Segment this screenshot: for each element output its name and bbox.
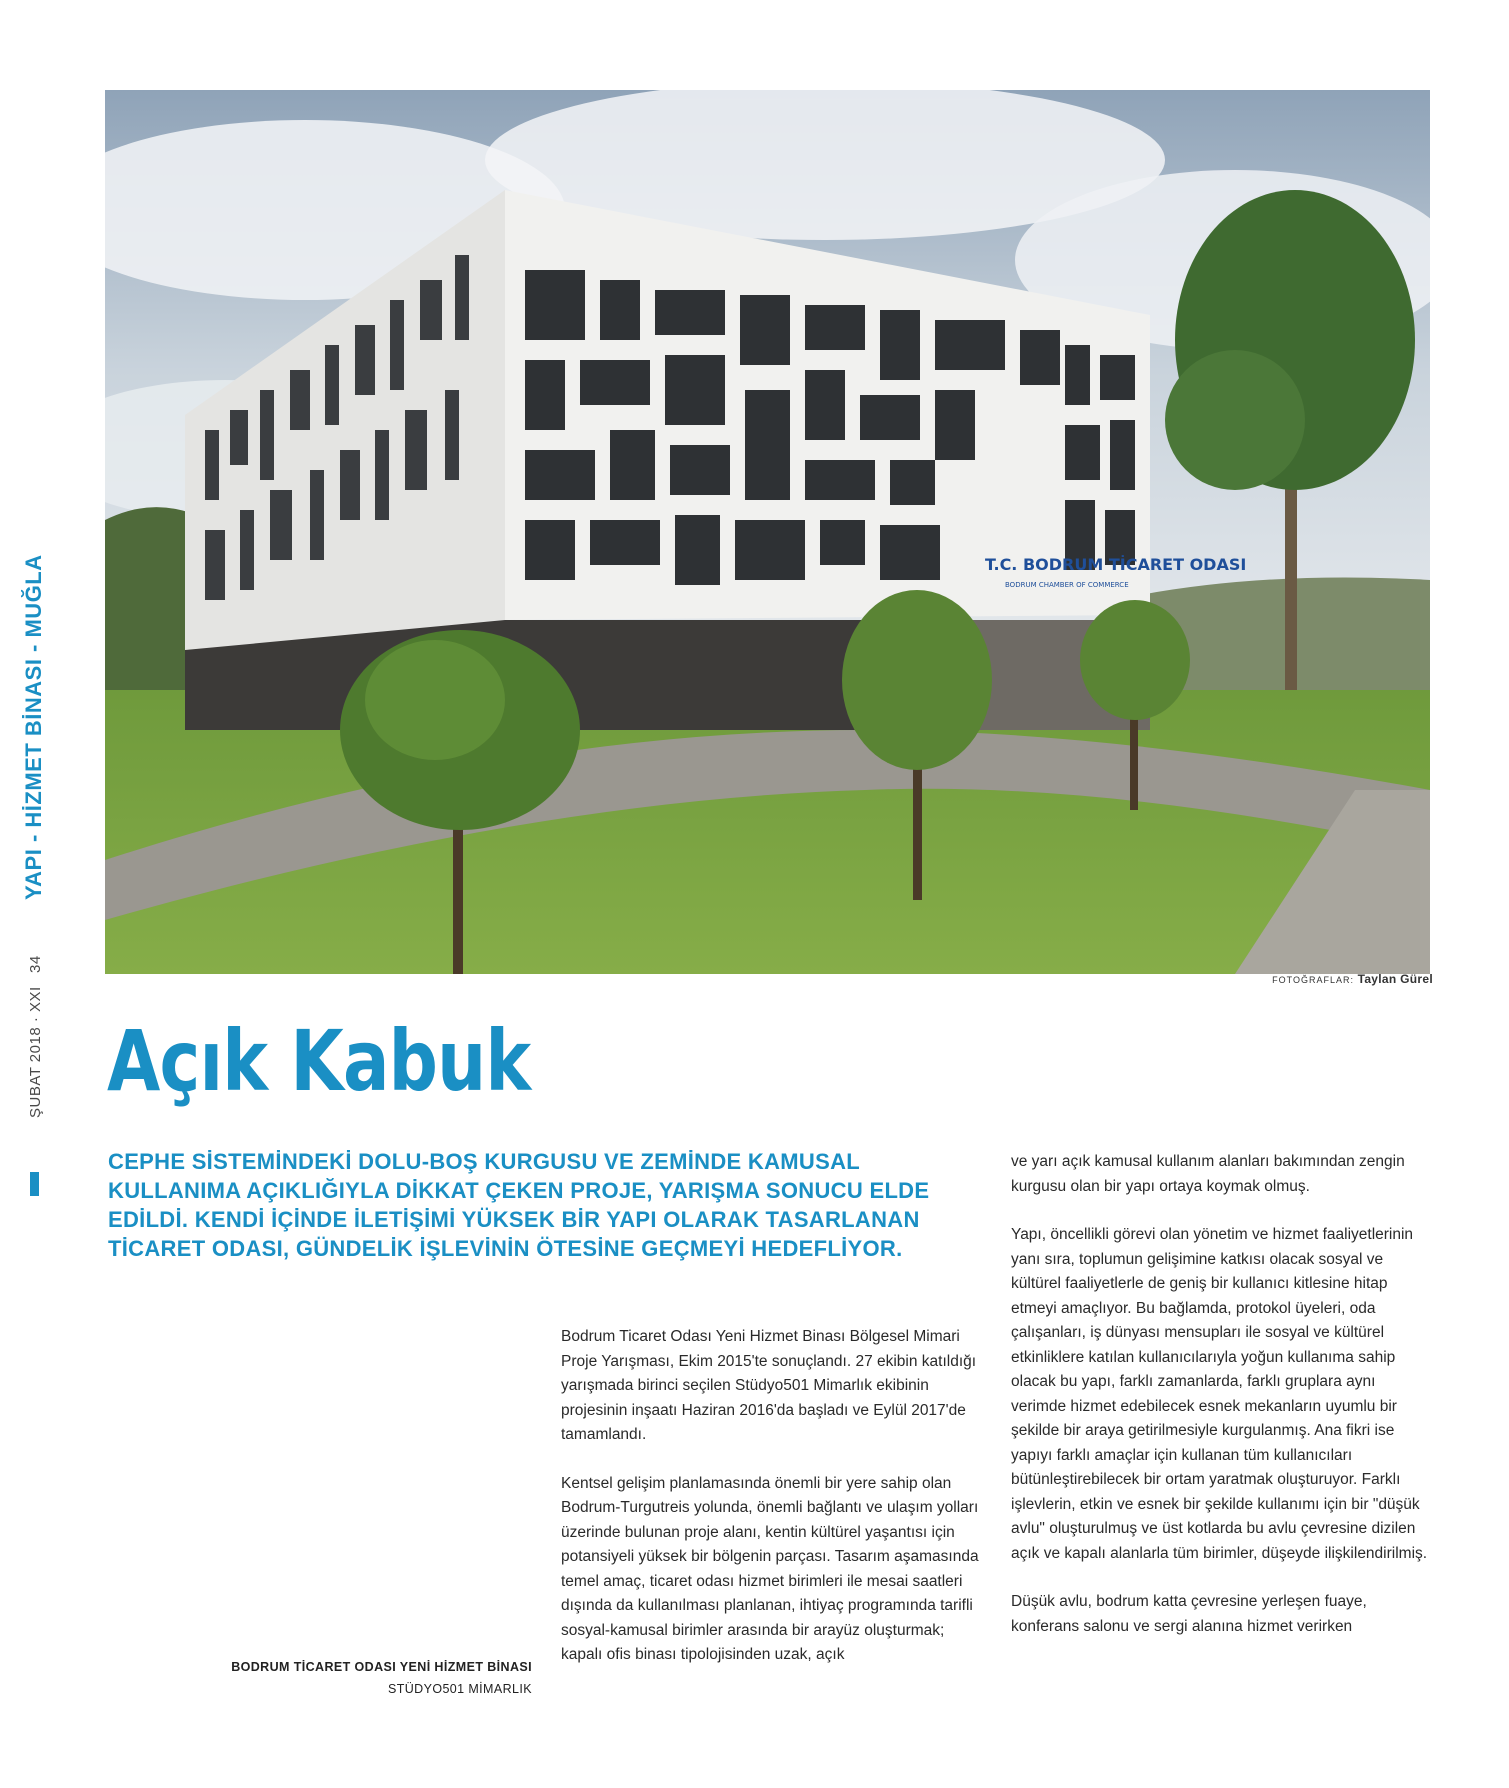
article-lead: CEPHE SİSTEMİNDEKİ DOLU-BOŞ KURGUSU VE ZEMİNDE KAMUSAL KULLANIMA AÇIKLIĞIYLA DİKKAT ÇEKEN PROJE, YARIŞMA SONUCU ELDE EDİLDİ. KENDİ İÇİNDE İLETİŞİMİ YÜKSEK BİR YAPI OLARAK TASARLANAN TİCARET ODASI, GÜNDELİK İŞLEVİNİN ÖTESİNE GEÇMEYİ HEDEFLİYOR. — [108, 1149, 930, 1261]
paragraph: Kentsel gelişim planlamasında önemli bir yere sahip olan Bodrum-Turgutreis yolunda, önemli bağlantı ve ulaşım yolları üzerinde bulunan proje alanı, kentin kültürel yaşantısı için potansiyeli yüksek bir bölgenin parçası. Tasarım aşamasında temel amaç, ticaret odası hizmet birimleri ile mesai saatleri dışında da kullanılması planlanan, ihtiyaç programında tarifli sosyal-kamusal birimler arasında bir arayüz oluşturmak; kapalı ofis binası tipolojisinden uzak, açık — [561, 1474, 979, 1663]
page-number: 34 — [27, 955, 44, 973]
article-title: Açık Kabuk — [107, 1012, 531, 1110]
project-name: BODRUM TİCARET ODASI YENİ HİZMET BİNASI — [231, 1660, 532, 1674]
paragraph: Düşük avlu, bodrum katta çevresine yerleşen fuaye, konferans salonu ve sergi alanına hizmet verirken — [1011, 1593, 1367, 1635]
sidebar-accent — [30, 1172, 39, 1196]
project-architect: STÜDYO501 MİMARLIK — [387, 1682, 532, 1696]
issue-info: ŞUBAT 2018 · XXI — [27, 986, 44, 1118]
photo-credit — [1272, 972, 1433, 986]
paragraph: ve yarı açık kamusal kullanım alanları bakımından zengin kurgusu olan bir yapı ortaya koymak olmuş. — [1011, 1153, 1405, 1195]
building-sign: T.C. BODRUM TİCARET ODASI — [985, 555, 1247, 574]
body-column-1 — [561, 1325, 981, 1692]
paragraph: Yapı, öncellikli görevi olan yönetim ve hizmet faaliyetlerinin yanı sıra, toplumun gelişimine katkısı olacak sosyal ve kültürel faaliyetlerle de geniş bir kullanıcı kitlesine hitap etmeyi amaçlıyor. Bu bağlamda, protokol üyeleri, oda çalışanları, iş dünyası mensupları ile sosyal ve kültürel etkinliklere katılan kullanıcılarıyla yoğun kullanıma sahip olacak bu yapı, farklı zamanlarda, farklı gruplara aynı verimde hizmet edebilecek esnek mekanların uyumlu bir şekilde bir araya getirilmesiyle kurgulanmış. Ana fikri ise yapıyı farklı amaçlar için kullanan tüm kullanıcıları bütünleştirebilecek bir ortam yaratmak oluşturuyor. Farklı işlevlerin, etkin ve esnek bir şekilde kullanımı için bir "düşük avlu" oluşturulmuş ve üst kotlarda bu avlu çevresine dizilen açık ve kapalı alanlarla tüm birimler, düşeyde ilişkilendirilmiş. — [1011, 1226, 1428, 1562]
building-illustration — [105, 90, 1430, 974]
photo-credit-name: Taylan Gürel — [1357, 972, 1433, 986]
paragraph: Bodrum Ticaret Odası Yeni Hizmet Binası Bölgesel Mimari Proje Yarışması, Ekim 2015'te sonuçlandı. 27 ekibin katıldığı yarışmada birinci seçilen Stüdyo501 Mimarlık ekibinin projesinin inşaatı Haziran 2016'da başladı ve Eylül 2017'de tamamlandı. — [561, 1328, 977, 1443]
section-category: YAPI - HİZMET BİNASI - MUĞLA — [21, 554, 46, 900]
photo-credit-label: FOTOĞRAFLAR: — [1272, 975, 1354, 985]
building-sign-sub: BODRUM CHAMBER OF COMMERCE — [1005, 581, 1129, 589]
building-photo — [105, 90, 1430, 974]
project-caption — [150, 1656, 532, 1700]
body-column-2 — [1011, 1150, 1431, 1663]
